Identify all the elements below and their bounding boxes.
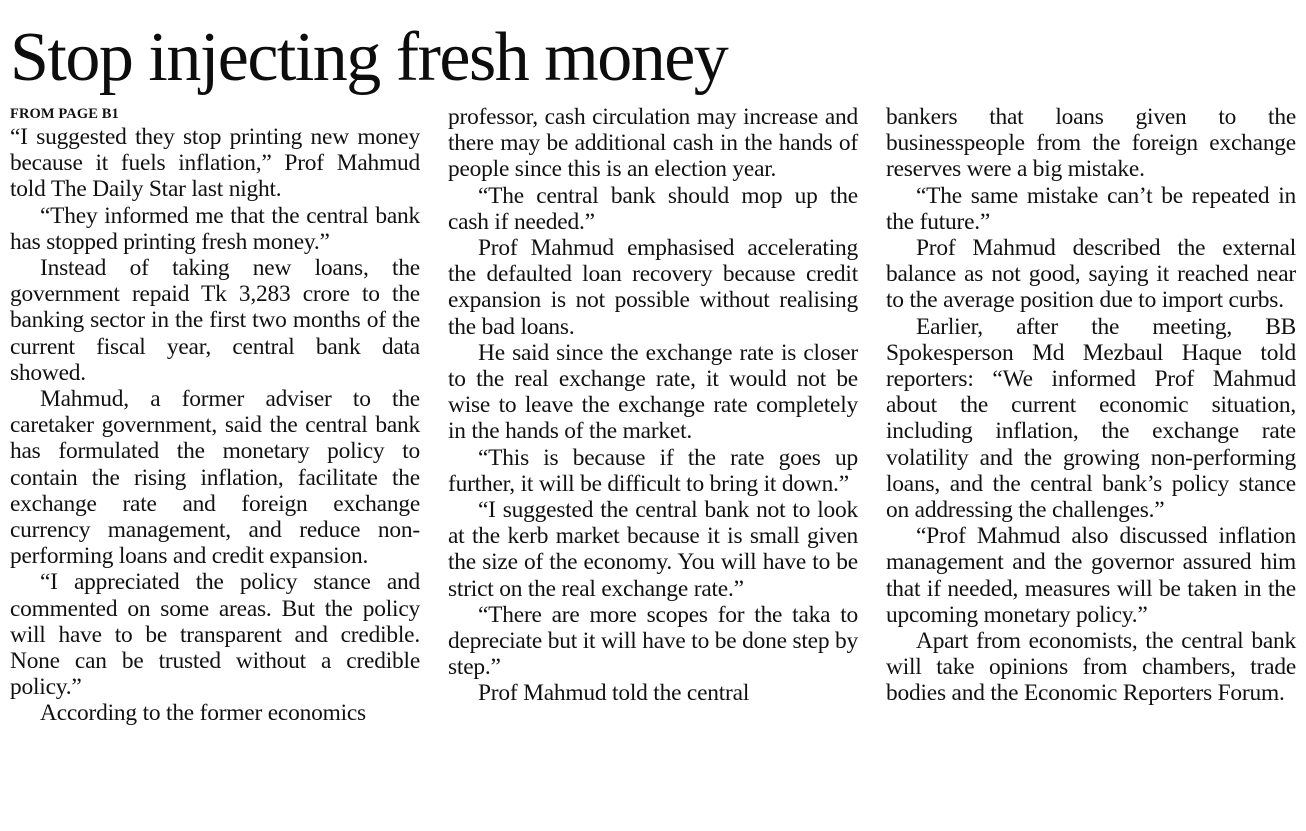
paragraph: Prof Mahmud described the external balance as not good, saying it reached near to the average position due to import curbs. [886, 235, 1296, 314]
headline: Stop injecting fresh money [10, 19, 728, 96]
paragraph: He said since the exchange rate is closer to the real exchange rate, it would not be wise to leave the exchange rate completely in the hands of the market. [448, 339, 858, 445]
paragraph: “The central bank should mop up the cash if needed.” [448, 182, 858, 235]
paragraph: professor, cash circulation may increase and there may be additional cash in the hands of people since this is an election year. [448, 104, 858, 183]
paragraph: Earlier, after the meeting, BB Spokesperson Md Mezbaul Haque told reporters: “We informed Prof Mahmud about the current economic situation, including inflation, the exchange rate volatility and the growing non-performing loans, and the central bank’s policy stance on addressing the challenges.” [886, 313, 1296, 524]
paragraph: Apart from economists, the central bank will take opinions from chambers, trade bodies and the Economic Reporters Forum. [886, 628, 1296, 707]
column-body [10, 124, 420, 727]
paragraph: Prof Mahmud emphasised accelerating the defaulted loan recovery because credit expansion is not possible without realising the bad loans. [448, 235, 858, 340]
paragraph: Instead of taking new loans, the government repaid Tk 3,283 crore to the banking sector in the first two months of the current fiscal year, central bank data showed. [10, 255, 420, 386]
paragraph: Mahmud, a former adviser to the caretaker government, said the central bank has formulated the monetary policy to contain the rising inflation, facilitate the exchange rate and foreign exchange currency management, and reduce non-performing loans and credit expansion. [10, 386, 420, 570]
paragraph: “This is because if the rate goes up further, it will be difficult to bring it down.” [448, 444, 858, 497]
paragraph: According to the former economics [40, 700, 366, 727]
article-column-3 [886, 104, 1296, 707]
paragraph: “I suggested they stop printing new money because it fuels inflation,” Prof Mahmud told The Daily Star last night. [10, 124, 420, 203]
paragraph: “I suggested the central bank not to look at the kerb market because it is small given the size of the economy. You will have to be strict on the real exchange rate.” [448, 497, 858, 602]
paragraph: “The same mistake can’t be repeated in the future.” [886, 182, 1296, 235]
article-column-2 [448, 104, 858, 707]
paragraph: “They informed me that the central bank has stopped printing fresh money.” [10, 202, 420, 255]
jump-line: FROM PAGE B1 [10, 106, 119, 122]
article-column-1 [10, 104, 420, 727]
paragraph: “Prof Mahmud also discussed inflation management and the governor assured him that if needed, measures will be taken in the upcoming monetary policy.” [886, 523, 1296, 628]
paragraph: Prof Mahmud told the central [478, 680, 750, 707]
paragraph: “There are more scopes for the taka to depreciate but it will have to be done step by step.” [448, 601, 858, 681]
column-body [886, 104, 1296, 707]
paragraph: “I appreciated the policy stance and commented on some areas. But the policy will have to be transparent and credible. None can be trusted without a credible policy.” [10, 569, 420, 701]
column-body [448, 104, 858, 707]
paragraph: bankers that loans given to the businesspeople from the foreign exchange reserves were a big mistake. [886, 104, 1296, 183]
